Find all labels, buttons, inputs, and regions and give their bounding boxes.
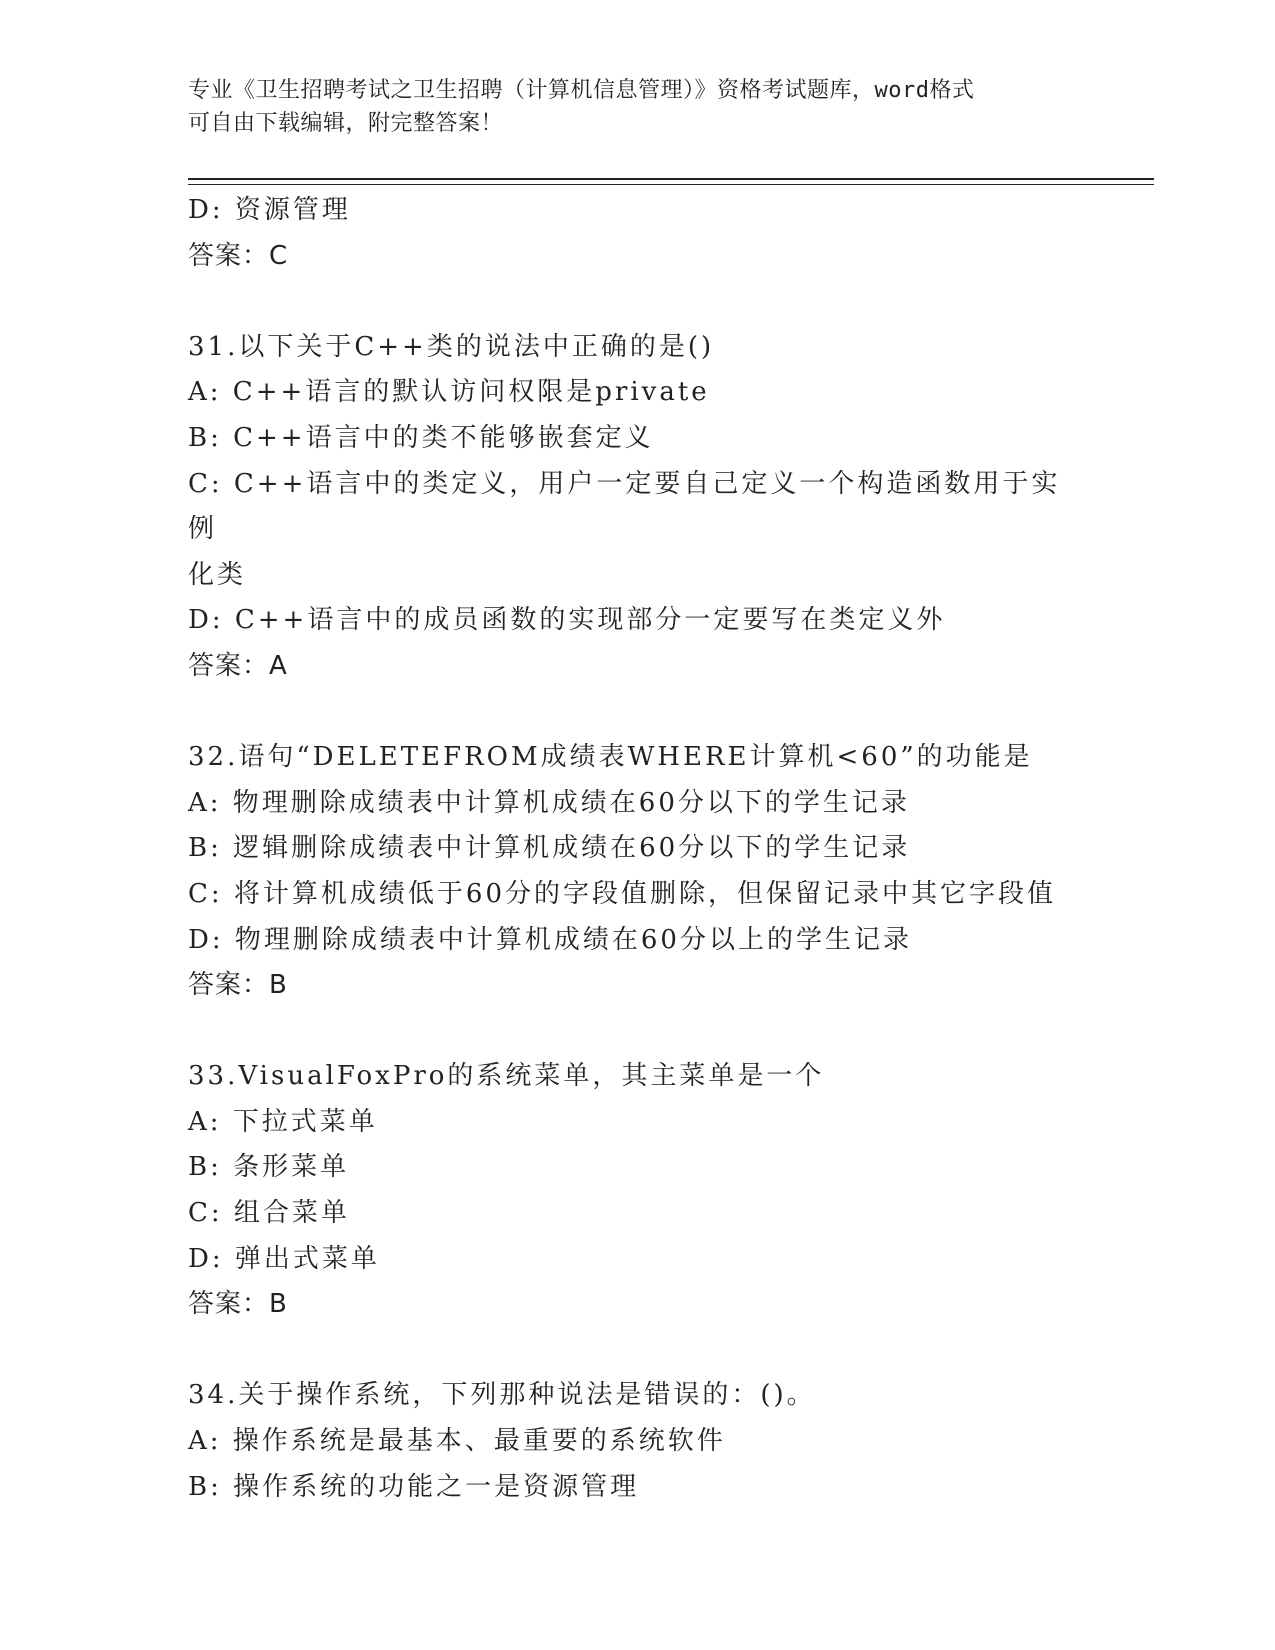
option-d: D: 弹出式菜单 (188, 1243, 380, 1274)
option-b: B: C++语言中的类不能够嵌套定义 (188, 422, 654, 453)
spacer (188, 279, 1088, 325)
answer-line: 答案：C (188, 240, 289, 271)
header-line-1: 专业《卫生招聘考试之卫生招聘（计算机信息管理）》资格考试题库，word格式 (188, 78, 975, 103)
answer-line: 答案：B (188, 970, 288, 1001)
question-31 (188, 325, 1088, 690)
option-a: A: 物理删除成绩表中计算机成绩在60分以下的学生记录 (188, 787, 910, 818)
option-a: A: 操作系统是最基本、最重要的系统软件 (188, 1426, 726, 1457)
option-b: B: 逻辑删除成绩表中计算机成绩在60分以下的学生记录 (188, 833, 911, 864)
option-d: D: 物理删除成绩表中计算机成绩在60分以上的学生记录 (188, 924, 912, 955)
option-b: B: 条形菜单 (188, 1152, 350, 1183)
question-stem: 32.语句“DELETEFROM成绩表WHERE计算机<60”的功能是 (188, 742, 1033, 773)
previous-question-fragment (188, 188, 1088, 279)
question-stem: 34.关于操作系统，下列那种说法是错误的：()。 (188, 1380, 816, 1411)
header-line-2: 可自由下载编辑，附完整答案！ (188, 111, 504, 136)
option-a: A: C++语言的默认访问权限是private (188, 377, 710, 408)
option-c: C: 组合菜单 (188, 1198, 350, 1229)
answer-line: 答案：A (188, 650, 288, 681)
question-33 (188, 1054, 1088, 1328)
answer-line: 答案：B (188, 1289, 288, 1320)
option-c: C: 将计算机成绩低于60分的字段值删除，但保留记录中其它字段值 (188, 878, 1057, 909)
spacer (188, 690, 1088, 736)
header-divider-thick (188, 178, 1154, 180)
option-d: D: 资源管理 (188, 195, 351, 225)
option-a: A: 下拉式菜单 (188, 1106, 378, 1137)
question-content (188, 188, 1088, 1510)
option-b: B: 操作系统的功能之一是资源管理 (188, 1471, 640, 1502)
option-d: D: C++语言中的成员函数的实现部分一定要写在类定义外 (188, 605, 946, 636)
header-divider-thin (188, 184, 1154, 185)
question-32 (188, 735, 1088, 1009)
option-c-continued: 化类 (188, 559, 247, 590)
spacer (188, 1009, 1088, 1055)
page-header (188, 74, 1068, 140)
question-stem: 33.VisualFoxPro的系统菜单，其主菜单是一个 (188, 1061, 825, 1092)
question-34 (188, 1373, 1088, 1510)
question-stem: 31.以下关于C++类的说法中正确的是() (188, 331, 715, 362)
option-c: C: C++语言中的类定义，用户一定要自己定义一个构造函数用于实例 (188, 468, 1061, 545)
spacer (188, 1328, 1088, 1374)
